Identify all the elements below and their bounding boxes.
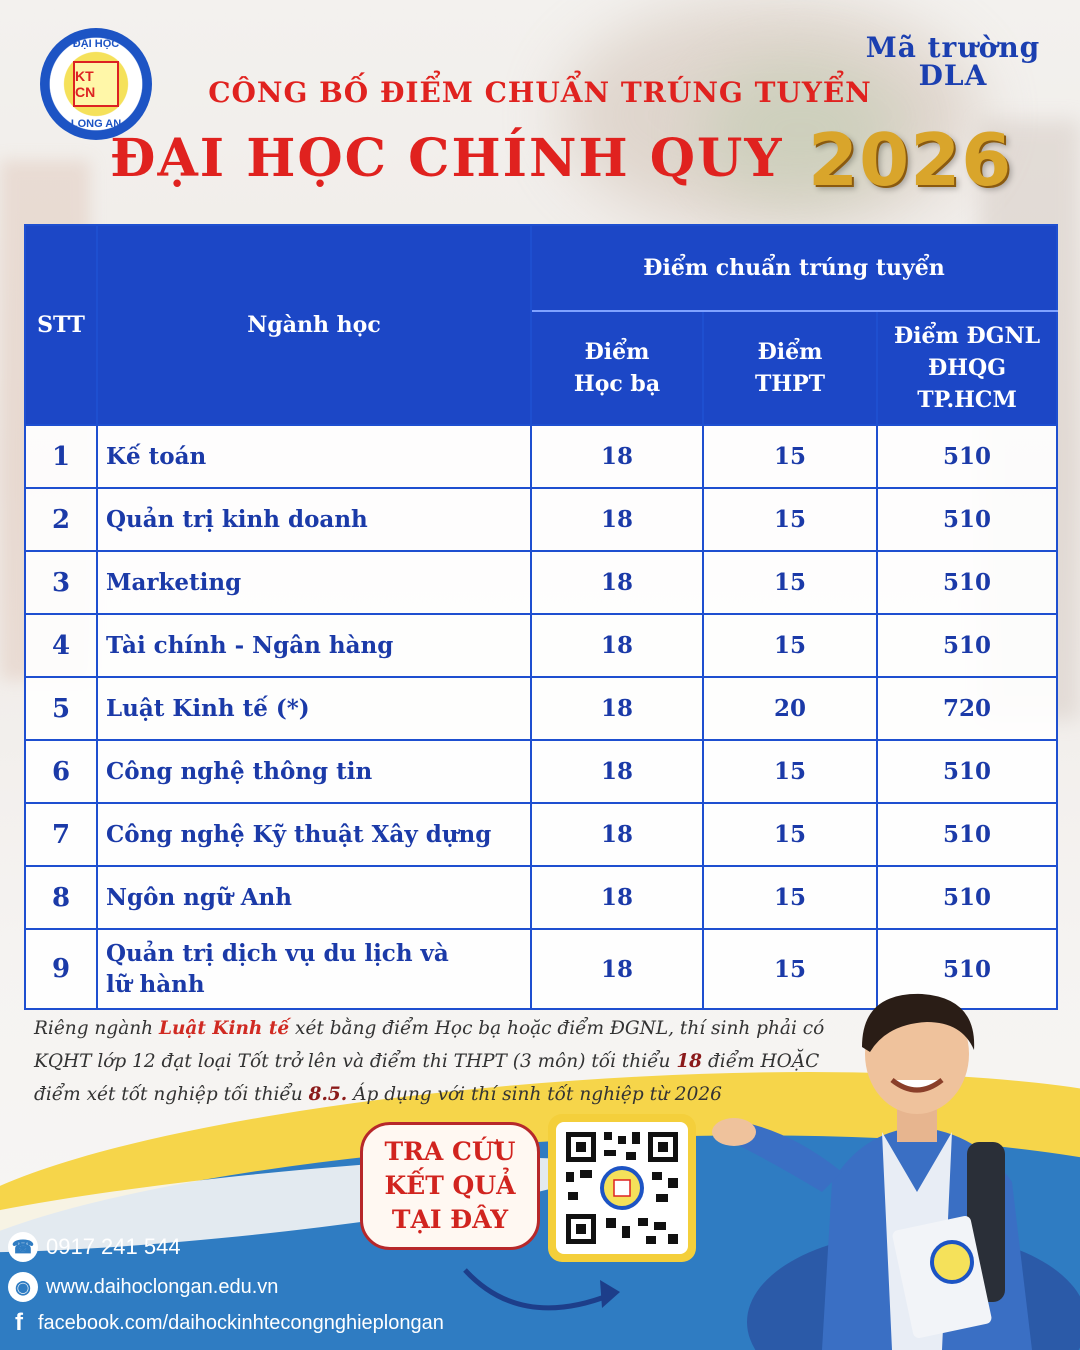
contact-phone[interactable] bbox=[8, 1232, 181, 1262]
header-hocba: Điểm Học bạ bbox=[531, 311, 703, 425]
row-major: Kế toán bbox=[97, 425, 531, 488]
row-major bbox=[97, 929, 531, 1009]
row-thpt: 20 bbox=[703, 677, 877, 740]
row-major: Công nghệ thông tin bbox=[97, 740, 531, 803]
cta-line: TẠI ĐÂY bbox=[391, 1205, 509, 1234]
lookup-results-button[interactable] bbox=[360, 1122, 540, 1250]
year-badge: 2026 bbox=[808, 118, 1013, 202]
school-code-label: Mã trường bbox=[865, 31, 1041, 64]
row-thpt: 15 bbox=[703, 929, 877, 1009]
row-stt: 6 bbox=[25, 740, 97, 803]
table-row bbox=[25, 614, 1057, 677]
row-thpt: 15 bbox=[703, 803, 877, 866]
row-dgnl: 510 bbox=[877, 803, 1057, 866]
row-thpt: 15 bbox=[703, 551, 877, 614]
globe-icon: ◉ bbox=[8, 1272, 38, 1302]
row-hocba: 18 bbox=[531, 425, 703, 488]
header-score-group: Điểm chuẩn trúng tuyển bbox=[531, 225, 1057, 311]
row-stt: 2 bbox=[25, 488, 97, 551]
note-text: điểm HOẶC điểm xét tốt nghiệp tối thiểu bbox=[34, 1051, 820, 1105]
row-thpt: 15 bbox=[703, 866, 877, 929]
facebook-text: facebook.com/daihockinhtecongnghieplongan bbox=[38, 1311, 444, 1334]
logo-center-text: KT CN bbox=[73, 61, 119, 107]
table-row bbox=[25, 866, 1057, 929]
row-dgnl: 510 bbox=[877, 929, 1057, 1009]
logo-top-text: ĐẠI HỌC bbox=[72, 38, 120, 50]
row-stt: 8 bbox=[25, 866, 97, 929]
row-major-line1: Quản trị dịch vụ du lịch và bbox=[106, 940, 449, 967]
table-row bbox=[25, 551, 1057, 614]
page-title: ĐẠI HỌC CHÍNH QUY bbox=[110, 128, 784, 189]
facebook-icon: f bbox=[15, 1309, 23, 1336]
note-text: Áp dụng với thí sinh tốt nghiệp từ 2026 bbox=[347, 1084, 722, 1105]
row-stt: 1 bbox=[25, 425, 97, 488]
row-dgnl: 720 bbox=[877, 677, 1057, 740]
row-stt: 5 bbox=[25, 677, 97, 740]
row-thpt: 15 bbox=[703, 740, 877, 803]
row-thpt: 15 bbox=[703, 488, 877, 551]
row-stt: 4 bbox=[25, 614, 97, 677]
row-hocba: 18 bbox=[531, 929, 703, 1009]
row-major: Luật Kinh tế (*) bbox=[97, 677, 531, 740]
row-hocba: 18 bbox=[531, 866, 703, 929]
row-major-line2: lữ hành bbox=[106, 971, 205, 998]
table-row bbox=[25, 803, 1057, 866]
row-major: Quản trị kinh doanh bbox=[97, 488, 531, 551]
row-hocba: 18 bbox=[531, 614, 703, 677]
header-thpt: Điểm THPT bbox=[703, 311, 877, 425]
row-hocba: 18 bbox=[531, 551, 703, 614]
row-major: Công nghệ Kỹ thuật Xây dựng bbox=[97, 803, 531, 866]
student-illustration bbox=[712, 992, 1080, 1350]
header-major: Ngành học bbox=[97, 225, 531, 425]
contact-website[interactable] bbox=[8, 1272, 278, 1302]
row-thpt: 15 bbox=[703, 614, 877, 677]
row-major: Ngôn ngữ Anh bbox=[97, 866, 531, 929]
cta-line: TRA CỨU bbox=[384, 1137, 516, 1166]
row-major: Marketing bbox=[97, 551, 531, 614]
page-subtitle: CÔNG BỐ ĐIỂM CHUẨN TRÚNG TUYỂN bbox=[208, 76, 872, 109]
table-row bbox=[25, 740, 1057, 803]
note-highlight-major: Luật Kinh tế bbox=[158, 1018, 290, 1039]
score-table bbox=[24, 224, 1058, 1010]
note-text: Riêng ngành bbox=[34, 1018, 159, 1039]
note-text: xét bằng điểm Học bạ hoặc điểm ĐGNL, thí sinh phải có KQHT lớp 12 đạt loại Tốt trở lên và điểm thi THPT (3 môn) tối thiểu bbox=[34, 1018, 825, 1072]
school-logo bbox=[40, 28, 152, 140]
row-dgnl: 510 bbox=[877, 614, 1057, 677]
table-row bbox=[25, 488, 1057, 551]
phone-icon: ☎ bbox=[8, 1232, 38, 1262]
row-dgnl: 510 bbox=[877, 488, 1057, 551]
row-dgnl: 510 bbox=[877, 866, 1057, 929]
arrow-icon bbox=[460, 1250, 640, 1330]
table-row bbox=[25, 425, 1057, 488]
row-hocba: 18 bbox=[531, 677, 703, 740]
row-dgnl: 510 bbox=[877, 740, 1057, 803]
qr-code-icon bbox=[556, 1122, 688, 1254]
qr-code[interactable] bbox=[548, 1114, 696, 1262]
row-dgnl: 510 bbox=[877, 551, 1057, 614]
header-dgnl: Điểm ĐGNL ĐHQG TP.HCM bbox=[877, 311, 1057, 425]
row-stt: 7 bbox=[25, 803, 97, 866]
logo-bottom-text: LONG AN bbox=[70, 118, 122, 130]
table-row bbox=[25, 677, 1057, 740]
row-hocba: 18 bbox=[531, 740, 703, 803]
website-text: www.daihoclongan.edu.vn bbox=[46, 1275, 279, 1298]
school-code-value: DLA bbox=[918, 59, 988, 92]
cta-line: KẾT QUẢ bbox=[384, 1171, 516, 1200]
note-highlight-grad: 8.5. bbox=[308, 1084, 348, 1105]
phone-text: 0917 241 544 bbox=[46, 1234, 181, 1259]
note-highlight-score: 18 bbox=[676, 1051, 703, 1072]
row-dgnl: 510 bbox=[877, 425, 1057, 488]
row-thpt: 15 bbox=[703, 425, 877, 488]
row-hocba: 18 bbox=[531, 488, 703, 551]
contact-facebook[interactable] bbox=[8, 1308, 444, 1338]
row-major: Tài chính - Ngân hàng bbox=[97, 614, 531, 677]
row-hocba: 18 bbox=[531, 803, 703, 866]
row-stt: 9 bbox=[25, 929, 97, 1009]
row-stt: 3 bbox=[25, 551, 97, 614]
header-stt: STT bbox=[25, 225, 97, 425]
